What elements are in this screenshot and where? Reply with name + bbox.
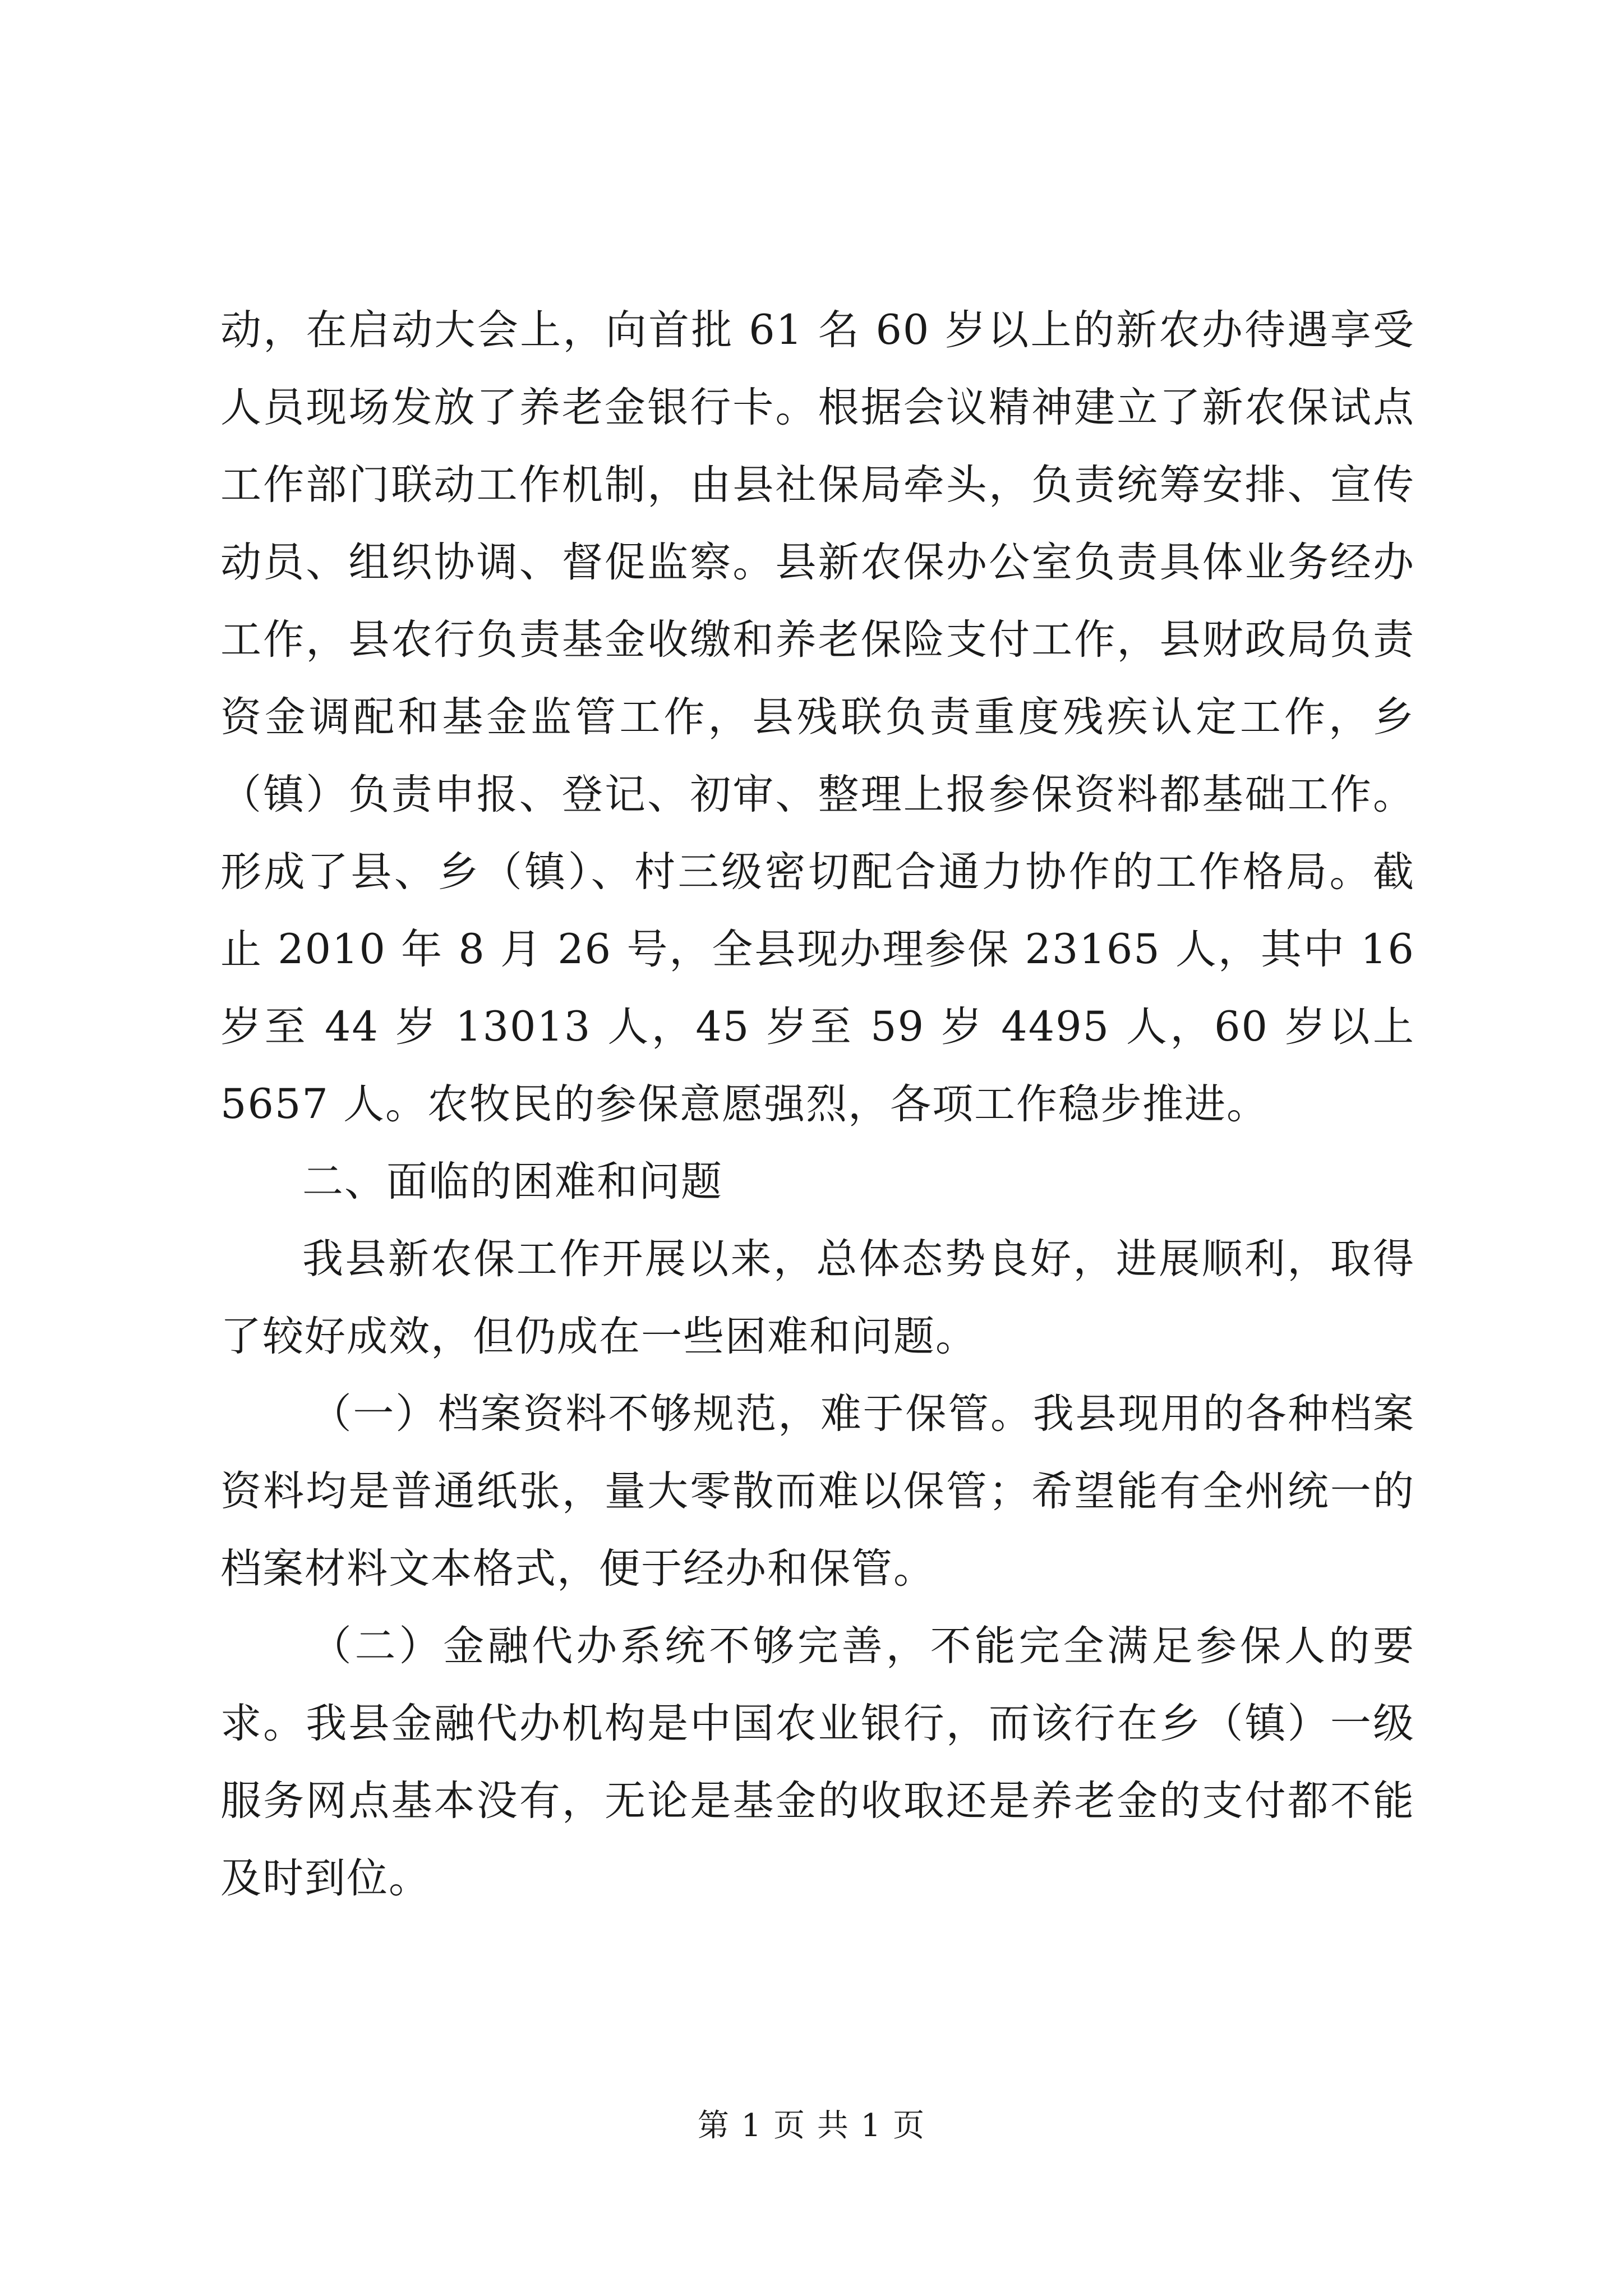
document-body xyxy=(220,292,1415,1917)
paragraph-issue-1: （一）档案资料不够规范，难于保管。我县现用的各种档案资料均是普通纸张，量大零散而难以保管；希望能有全州统一的档案材料文本格式，便于经办和保管。 xyxy=(220,1390,1415,1593)
paragraph-intro: 我县新农保工作开展以来，总体态势良好，进展顺利，取得了较好成效，但仍成在一些困难和问题。 xyxy=(220,1235,1415,1360)
paragraph-continuation: 动，在启动大会上，向首批 61 名 60 岁以上的新农办待遇享受人员现场发放了养老金银行卡。根据会议精神建立了新农保试点工作部门联动工作机制，由县社保局牵头，负责统筹安排、宣传动员、组织协调、督促监察。县新农保办公室负责具体业务经办工作，县农行负责基金收缴和养老保险支付工作，县财政局负责资金调配和基金监管工作，县残联负责重度残疾认定工作，乡（镇）负责申报、登记、初审、整理上报参保资料都基础工作。形成了县、乡（镇）、村三级密切配合通力协作的工作格局。截止 2010 年 8 月 26 号，全县现办理参保 23165 人，其中 16 岁至 44 岁 13013 人，45 岁至 59 岁 4495 人，60 岁以上 5657 人。农牧民的参保意愿强烈，各项工作稳步推进。 xyxy=(220,306,1415,1128)
paragraph-issue-2: （二）金融代办系统不够完善，不能完全满足参保人的要求。我县金融代办机构是中国农业银行，而该行在乡（镇）一级服务网点基本没有，无论是基金的收取还是养老金的支付都不能及时到位。 xyxy=(220,1622,1415,1902)
section-heading: 二、面临的困难和问题 xyxy=(302,1158,723,1205)
page-footer: 第 1 页 共 1 页 xyxy=(697,2108,926,2144)
